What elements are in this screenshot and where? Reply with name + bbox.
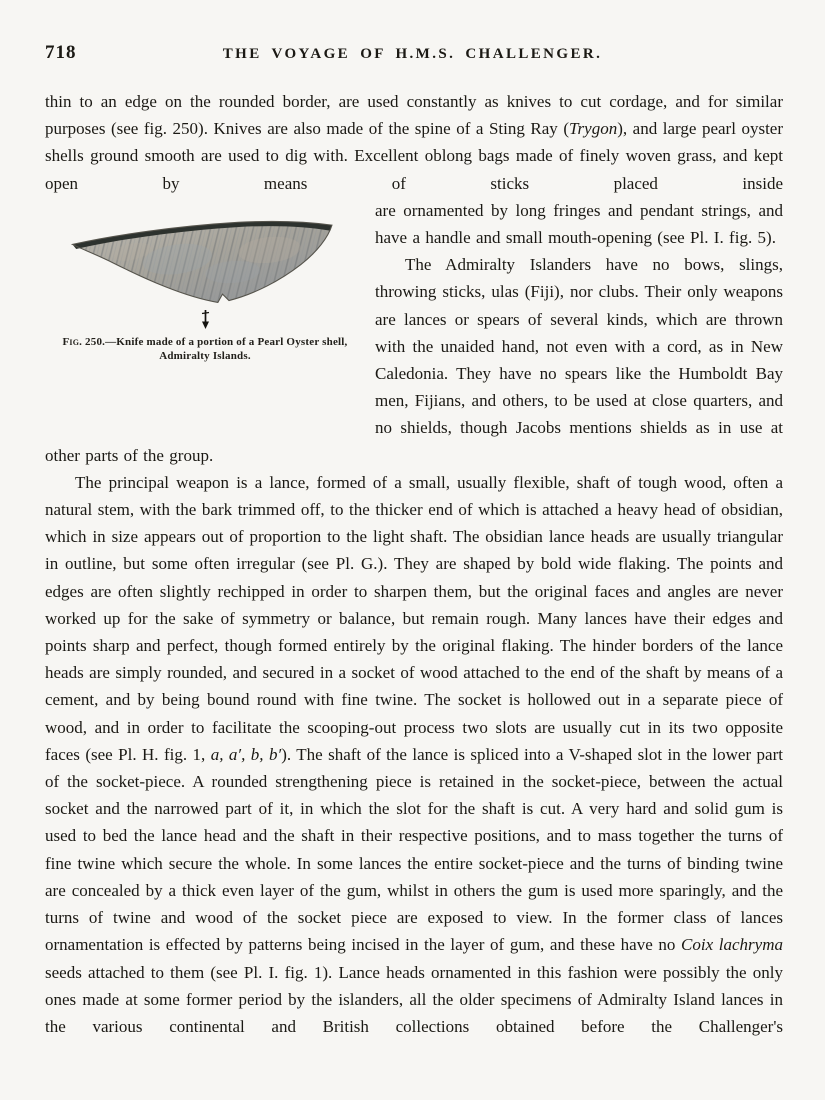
paragraph-2: The Admiralty Islanders have no bows, slings, throwing sticks, ulas (Fiji), nor clubs. Their only weapons are lances or spears of several kinds, which are thrown with the unaided hand, not even with a cord, as in New Caledonia. They have no spears like the Humboldt Bay men, Fijians, and others, to be used at close quarters, and no shields, though Jacobs mentions shields as in use at other parts of the group. — [45, 255, 783, 465]
paragraph-1-wrap: are ornamented by long fringes and pendant strings, and have a handle and small mouth-opening (see Pl. I. fig. 5). — [375, 200, 783, 248]
running-title: THE VOYAGE OF H.M.S. CHALLENGER. — [222, 46, 603, 62]
text-block — [0, 68, 825, 1040]
scale-mark-icon — [49, 309, 361, 331]
paragraph-1-top: thin to an edge on the rounded border, are used constantly as knives to cut cordage, and for similar purposes (see fig. 250). Knives are also made of the spine of a Sting Ray (Trygon), and large pearl oyster shells ground smooth are used to dig with. Excellent oblong bags made of finely woven grass, and kept open by means of sticks placed inside — [45, 92, 784, 193]
paragraph-3: The principal weapon is a lance, formed of a small, usually flexible, shaft of tough wood, often a natural stem, with the bark trimmed off, to the thicker end of which is attached a heavy head of obsidian, which in size appears out of proportion to the light shaft. The obsidian lance heads are usually triangular in outline, but some often irregular (see Pl. G.). They are shaped by bold wide flaking. The points and edges are often slightly rechipped in order to sharpen them, but the original faces and angles are never worked up for the sake of symmetry or balance, but remain rough. Many lances have their edges and points sharp and perfect, though formed entirely by the original flaking. The hinder borders of the lance heads are simply rounded, and secured in a socket of wood attached to the end of the shaft by means of a cement, and by being bound round with fine twine. The socket is hollowed out in a separate piece of wood, and in order to facilitate the scooping-out process two slots are usually cut in its two opposite faces (see Pl. H. fig. 1, a, a′, b, b′). The shaft of the lance is spliced into a V-shaped slot in the lower part of the socket-piece. A rounded strengthening piece is retained in the socket-piece, between the actual socket and the narrowed part of it, in which the slot for the shaft is cut. A very hard and solid gum is used to bed the lance head and the shaft in their respective positions, and to mass together the turns of fine twine which secure the whole. In some lances the entire socket-piece and the turns of binding twine are concealed by a thick even layer of the gum, whilst in others the gum is used more sparingly, and the turns of twine and wood of the socket piece are exposed to view. In the former class of lances ornamentation is effected by patterns being incised in the layer of gum, and these have no Coix lachryma seeds attached to them (see Pl. I. fig. 1). Lance heads ornamented in this fashion were possibly the only ones made at some former period by the islanders, all the older specimens of Admiralty Island lances in the various continental and British collections obtained before the Challenger's — [45, 472, 783, 1036]
figure-250 — [49, 201, 361, 415]
figure-caption-number: Fig. 250. — [62, 335, 106, 348]
figure-caption — [59, 335, 351, 364]
page-number: 718 — [45, 42, 77, 63]
shell-knife-illustration — [58, 215, 352, 307]
figure-caption-text: —Knife made of a portion of a Pearl Oyster shell, Admiralty Islands. — [105, 335, 348, 363]
page-header — [0, 0, 825, 68]
